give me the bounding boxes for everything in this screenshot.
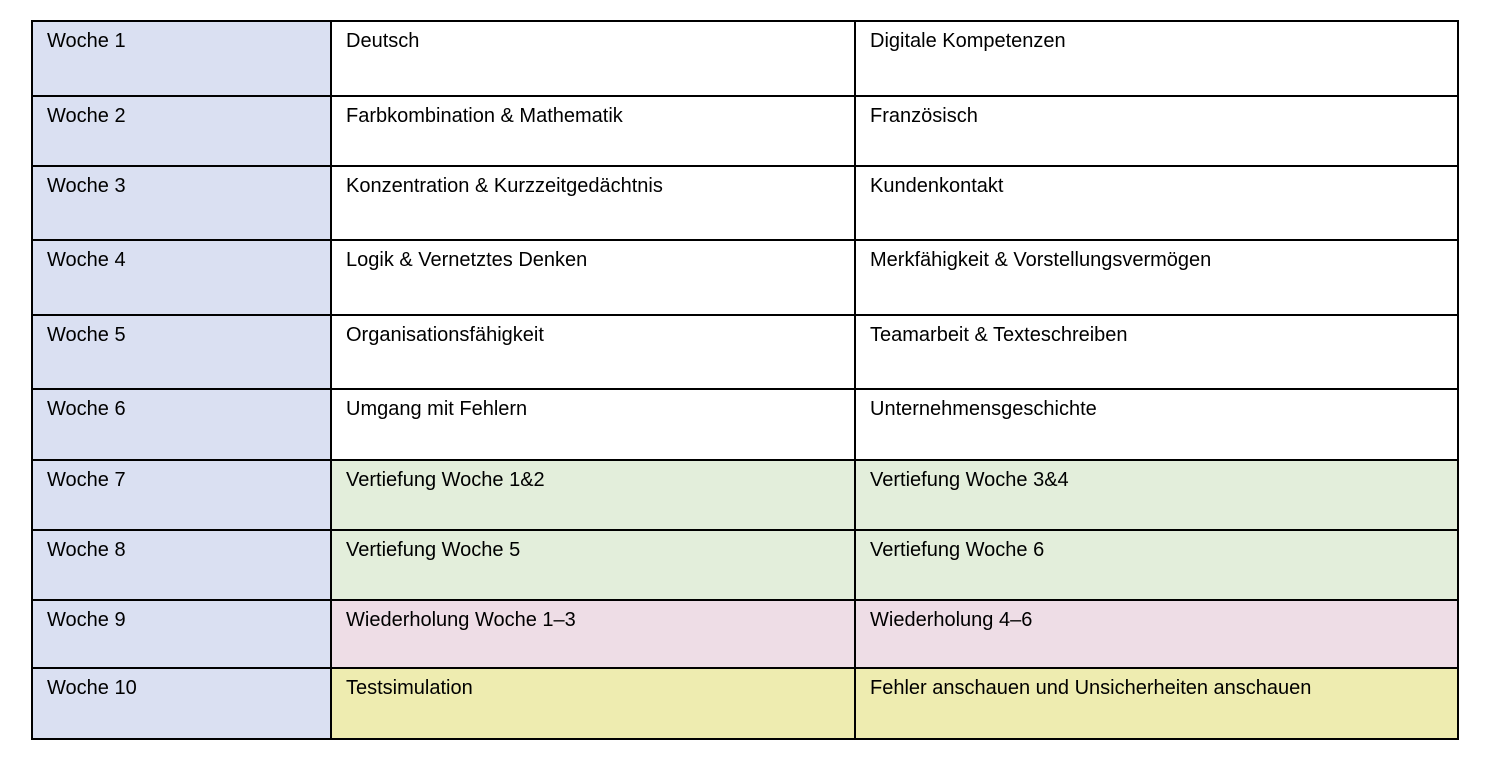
topic-cell-b: Wiederholung 4–6	[855, 600, 1458, 668]
week-cell: Woche 4	[32, 240, 331, 315]
topic-cell-a: Konzentration & Kurzzeitgedächtnis	[331, 166, 855, 240]
table-row	[32, 166, 1458, 240]
topic-cell-b: Merkfähigkeit & Vorstellungsvermögen	[855, 240, 1458, 315]
table-row	[32, 389, 1458, 460]
table-row	[32, 96, 1458, 166]
topic-cell-b: Fehler anschauen und Unsicherheiten anschauen	[855, 668, 1458, 739]
topic-cell-b: Teamarbeit & Texteschreiben	[855, 315, 1458, 389]
schedule-table	[31, 20, 1459, 740]
topic-cell-b: Vertiefung Woche 3&4	[855, 460, 1458, 530]
week-cell: Woche 8	[32, 530, 331, 600]
week-cell: Woche 9	[32, 600, 331, 668]
topic-cell-a: Logik & Vernetztes Denken	[331, 240, 855, 315]
topic-cell-a: Vertiefung Woche 5	[331, 530, 855, 600]
table-row	[32, 600, 1458, 668]
week-cell: Woche 3	[32, 166, 331, 240]
topic-cell-b: Unternehmensgeschichte	[855, 389, 1458, 460]
schedule-body	[32, 21, 1458, 739]
table-row	[32, 530, 1458, 600]
table-row	[32, 460, 1458, 530]
topic-cell-a: Deutsch	[331, 21, 855, 96]
week-cell: Woche 1	[32, 21, 331, 96]
topic-cell-b: Kundenkontakt	[855, 166, 1458, 240]
table-row	[32, 315, 1458, 389]
topic-cell-a: Umgang mit Fehlern	[331, 389, 855, 460]
week-cell: Woche 5	[32, 315, 331, 389]
topic-cell-b: Vertiefung Woche 6	[855, 530, 1458, 600]
topic-cell-a: Organisationsfähigkeit	[331, 315, 855, 389]
week-cell: Woche 6	[32, 389, 331, 460]
table-row	[32, 240, 1458, 315]
week-cell: Woche 10	[32, 668, 331, 739]
table-row	[32, 21, 1458, 96]
topic-cell-a: Wiederholung Woche 1–3	[331, 600, 855, 668]
week-cell: Woche 7	[32, 460, 331, 530]
week-cell: Woche 2	[32, 96, 331, 166]
topic-cell-b: Digitale Kompetenzen	[855, 21, 1458, 96]
topic-cell-a: Vertiefung Woche 1&2	[331, 460, 855, 530]
topic-cell-b: Französisch	[855, 96, 1458, 166]
topic-cell-a: Testsimulation	[331, 668, 855, 739]
topic-cell-a: Farbkombination & Mathematik	[331, 96, 855, 166]
table-row	[32, 668, 1458, 739]
